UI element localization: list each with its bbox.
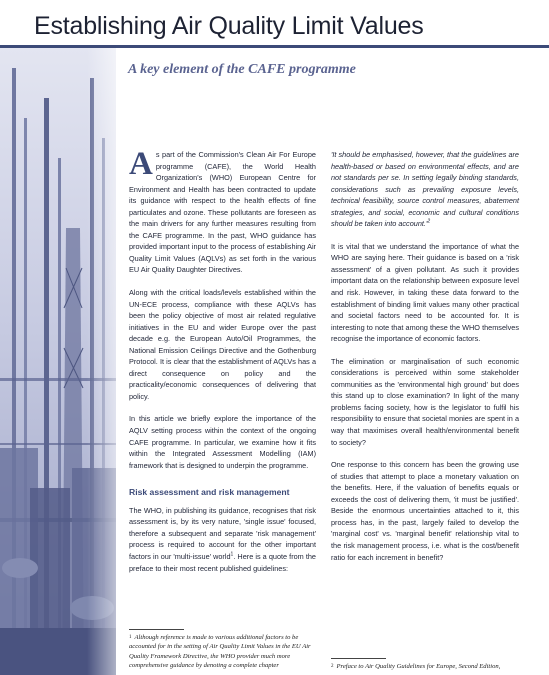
right-column: [331, 149, 519, 574]
intro-text: s part of the Commission's Clean Air For Europe programme (CAFE), the World Health Organization's (WHO) European Centre for Environment and Health has been contracted to update its guidance with respect to the health effects of fine particulates and ozone. These pollutants are foreseen as the main drivers for any further measures resulting from the CAFE programme. In the past, WHO guidance has provided important input to the process of establishing Air Quality Limit Values (AQLVs) as set forth in the various EU Air Quality Daughter Directives.: [129, 150, 316, 275]
intro-paragraph: [129, 146, 316, 276]
paragraph: One response to this concern has been the growing use of studies that attempt to place a monetary valuation on the benefits. Here, if the valuation of benefits equals or exceeds the cost of delivering them, 'it must be justified'. Beside the enormous uncertainties attached to it, this process has, in the past, largely failed to develop the 'marginal cost' vs. 'marginal benefit' relationship vital to the risk management process, i.e. what is the cost/benefit ratio for each increment in benefit?: [331, 460, 519, 562]
quote-text: 'It should be emphasised, however, that the guidelines are health-based or based on environmental effects, and are not standards per se. In setting legally binding standards, considerations such as prevailing exposure levels, technical feasibility, source control measures, abatement strategies, and social, economic and cultural conditions should be taken into account.': [331, 150, 519, 229]
left-column: [129, 146, 316, 585]
footnote-ref: 2: [427, 218, 431, 225]
section-heading: Risk assessment and risk management: [129, 487, 290, 498]
paragraph: Along with the critical loads/levels established within the UN-ECE process, compliance with these AQLVs has been the policy objective of most air related regulative initiatives in the EU and wider Europe over the past decade e.g. the European Auto/Oil Programmes, the National Emission Ceilings Directive and the Gothenburg Protocol. It is clear that the establishment of AQLVs has a direct consequence on policy and the practicality/economic consequences of delivering that policy.: [129, 288, 316, 401]
paragraph-text: The WHO, in publishing its guidance, recognises that risk assessment is, by its very nature, 'single issue' focused, therefore a subsequent and separate 'risk management' process is required to account for the other important factors in our 'multi-issue' world: [129, 505, 316, 561]
paragraph: In this article we briefly explore the importance of the AQLV setting process within the context of the ongoing CAFE programme. In particular, we examine how it fits within the Integrated Assessment Modelling (IAM) framework that is designed to underpin the programme.: [129, 414, 316, 470]
footnote-1: [129, 633, 316, 671]
footnote-text: Preface to Air Quality Guidelines for Europe, Second Edition,: [336, 663, 501, 670]
footnote-text: Although reference is made to various additional factors to be accounted for in the setting of Air Quality Limit Values in the EU Air Quality Framework Directive, the WHO provider much more comprehensive guidance by denoting a complete chapter: [129, 634, 311, 670]
refinery-photo: [0, 48, 116, 675]
footnote-rule: [129, 629, 184, 630]
footnote-2: [331, 662, 519, 671]
page-title: Establishing Air Quality Limit Values: [34, 12, 424, 40]
footnote-ref: 1: [230, 551, 234, 558]
drop-cap: A: [129, 146, 153, 182]
paragraph: It is vital that we understand the importance of what the WHO are saying here. Their guidance is based on a 'risk assessment' of a given pollutant. As such it provides important data on the relationship between exposure level and risk. However, in taking these data forward to the establishment of binding limit values many other practical and societal factors need to be accounted for. It is interesting to note that among these the WHO themselves recognise the importance of economic factors.: [331, 241, 519, 344]
paragraph: [129, 505, 316, 574]
paragraph-text: . Here is a quote from the preface to their most recent published guidelines:: [129, 551, 316, 573]
who-quote: [331, 149, 519, 230]
footnote-number: 2: [331, 664, 334, 669]
paragraph: The elimination or marginalisation of such economic considerations is perceived within some stakeholder communities as the 'environmental high ground' but does this stand up to close examination? In light of the many problems facing society, how is the legislator to fulfil his responsibility to ensure that societal monies are spent in a way that maximises overall health/environmental benefit to society?: [331, 356, 519, 447]
footnote-rule: [331, 658, 386, 659]
footnote-number: 1: [129, 635, 132, 640]
subtitle: A key element of the CAFE programme: [128, 62, 356, 77]
